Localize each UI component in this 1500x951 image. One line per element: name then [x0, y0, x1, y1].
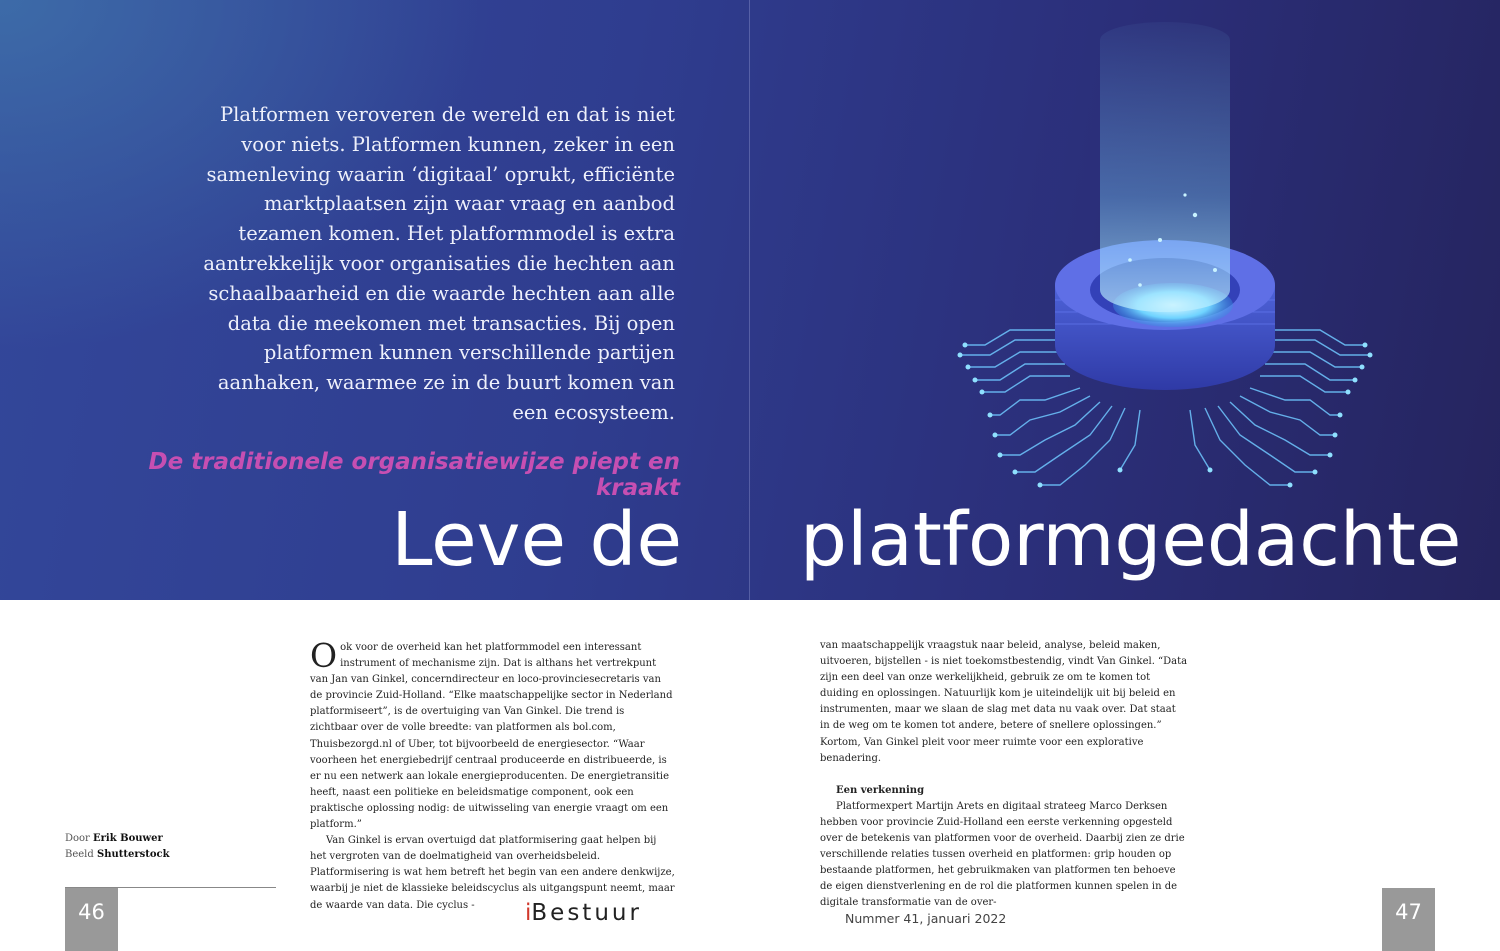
page-gutter: [749, 0, 750, 600]
article-paragraph: Van Ginkel is ervan overtuigd dat platformisering gaat helpen bij het vergroten van de doelmatigheid van overheidsbeleid. Platformisering is wat hem betreft het begin van een andere denkwijze, waarbij je niet de klassieke beleidscyclus als uitgangspunt neemt, maar de waarde van data. Die cyclus -: [310, 835, 675, 911]
article-paragraph: ok voor de overheid kan het platformmodel een interessant instrument of mechanisme zijn. Dat is althans het vertrekpunt van Jan van Ginkel, concerndirecteur en loco-provinciesecretaris van de provincie Zuid-Holland. “Elke maatschappelijke sector in Nederland platformiseert”, is de overtuiging van Van Ginkel. Die trend is zichtbaar over de volle breedte: van platformen als bol.com, Thuisbezorgd.nl of Uber, tot bijvoorbeeld de energiesector. “Waar voorheen het energiebedrijf centraal produceerde en distribueerde, is er nu een netwerk aan lokale energieproducenten. De energietransitie heeft, naast een politieke en beleidsmatige component, ook een praktische oplossing nodig: de uitwisseling van energie vraagt om een platform.”: [310, 642, 673, 831]
article-title-right: platformgedachte: [800, 497, 1462, 583]
platform-circuit-illustration: [950, 0, 1390, 520]
issue-label: Nummer 41, januari 2022: [845, 911, 1007, 926]
logo-i: i: [525, 900, 532, 926]
logo-text: Bestuur: [531, 900, 642, 926]
credit-author-label: Door: [65, 833, 90, 844]
magazine-logo: [525, 900, 642, 926]
intro-paragraph: Platformen veroveren de wereld en dat is niet voor niets. Platformen kunnen, zeker in een samenleving waarin ‘digitaal’ oprukt, efficiënte marktplaatsen zijn waar vraag en aanbod tezamen komen. Het platformmodel is extra aantrekkelijk voor organisaties die hechten aan schaalbaarheid en die waarde hechten aan alle data die meekomen met transacties. Bij open platformen kunnen verschillende partijen aanhaken, waarmee ze in de buurt komen van een ecosysteem.: [203, 103, 675, 424]
credits: [65, 831, 170, 863]
credit-author-name: Erik Bouwer: [93, 833, 163, 844]
article-paragraph: Platformexpert Martijn Arets en digitaal strateeg Marco Derksen hebben voor provincie Zuid-Holland een eerste verkenning opgesteld over de betekenis van platformen voor de overheid. Daarbij zien ze drie verschillende relaties tussen overheid en platformen: grip houden op bestaande platformen, het gebruikmaken van platformen ten behoeve de eigen dienstverlening en de rol die platformen kunnen spelen in de digitale transformatie van de over-: [820, 800, 1185, 909]
drop-cap: O: [310, 636, 338, 675]
page-number-left: 46: [65, 888, 118, 951]
credit-image-name: Shutterstock: [96, 849, 170, 860]
article-subtitle: De traditionele organisatiewijze piept en kraakt: [148, 449, 680, 501]
page-number-right: 47: [1382, 888, 1435, 951]
article-column-right: [820, 638, 1188, 912]
credit-image-label: Beeld: [65, 849, 94, 860]
section-heading: Een verkenning: [836, 784, 925, 796]
article-paragraph: van maatschappelijk vraagstuk naar beleid, analyse, beleid maken, uitvoeren, bijstellen - is niet toekomstbestendig, vindt Van Ginkel. “Data zijn een deel van onze werkelijkheid, gebruik ze om te komen tot duiding en oplossingen. Natuurlijk kom je uiteindelijk uit bij beleid en instrumenten, maar we slaan de slag met data nu vaak over. Dat staat in de weg om te komen tot andere, betere of snellere oplossingen.” Kortom, Van Ginkel pleit voor meer ruimte voor een explorative benadering.: [820, 640, 1188, 764]
article-title-left: Leve de: [391, 497, 682, 583]
article-column-left: [310, 636, 675, 914]
